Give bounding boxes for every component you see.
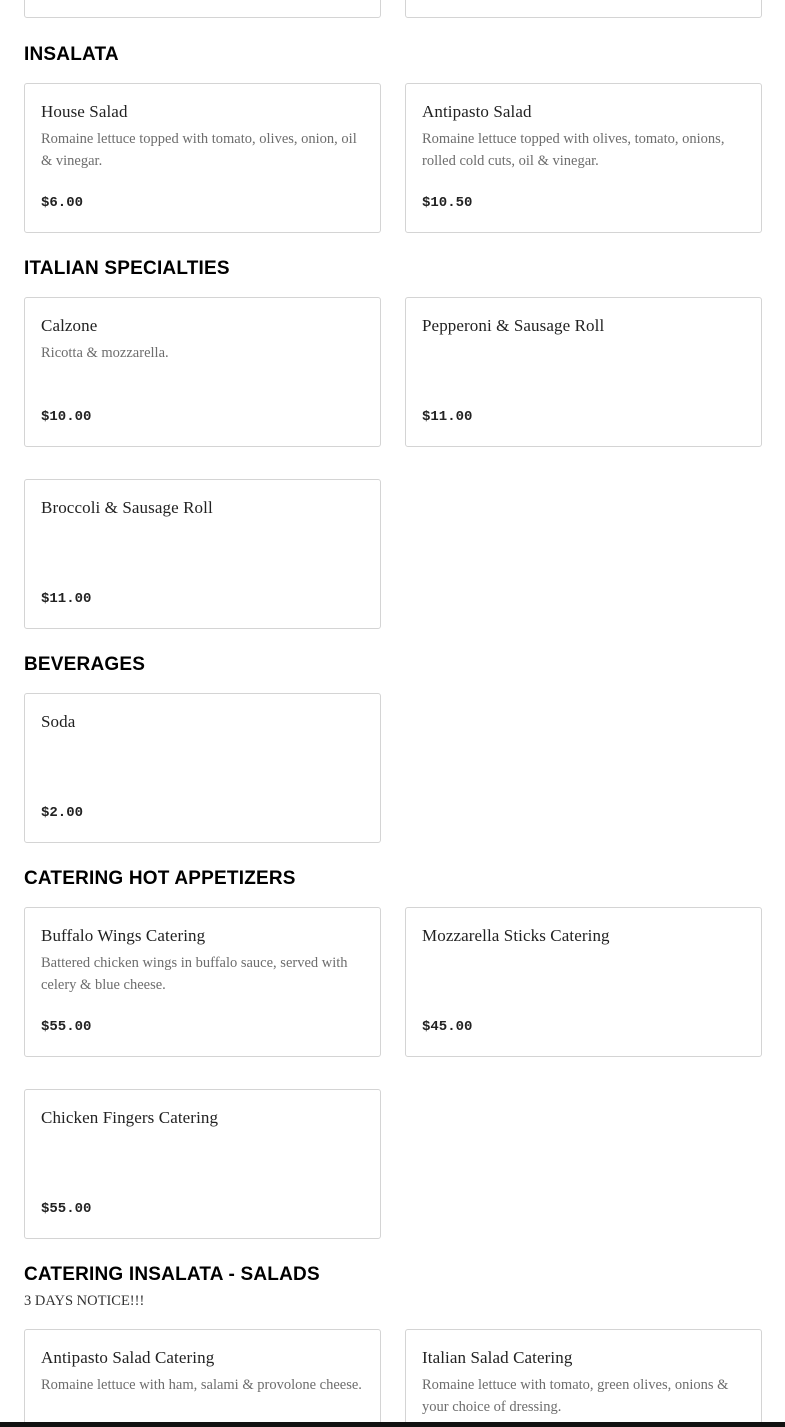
item-name: Mozzarella Sticks Catering [422, 926, 610, 945]
menu-item-broccoli-sausage-roll[interactable] [24, 479, 381, 629]
menu-item-buffalo-wings-catering[interactable] [24, 907, 381, 1057]
item-name: House Salad [41, 102, 128, 121]
item-description: Ricotta & mozzarella. [41, 345, 169, 361]
item-price: $6.00 [41, 195, 84, 211]
item-name: Chicken Fingers Catering [41, 1108, 219, 1127]
menu-item-pepperoni-sausage-roll[interactable] [405, 297, 762, 447]
item-price: $11.00 [422, 409, 473, 425]
menu-item-soda[interactable] [24, 693, 381, 843]
item-price: $10.50 [422, 195, 473, 211]
section-title-italian-specialties: ITALIAN SPECIALTIES [24, 258, 230, 279]
section-title-insalata: INSALATA [24, 44, 119, 65]
item-description: Romaine lettuce with tomato, green olives, onions & your choice of dressing. [422, 1377, 729, 1415]
section-title-catering-insalata: CATERING INSALATA - SALADS [24, 1264, 320, 1285]
menu-item-chicken-fingers-catering[interactable] [24, 1089, 381, 1239]
item-price: $55.00 [41, 1201, 92, 1217]
item-description: Romaine lettuce with ham, salami & provolone cheese. [41, 1377, 362, 1393]
item-description: Battered chicken wings in buffalo sauce, served with celery & blue cheese. [41, 955, 348, 993]
item-price: $45.00 [422, 1019, 473, 1035]
section-title-beverages: BEVERAGES [24, 654, 146, 675]
menu-item-card[interactable] [405, 0, 762, 18]
bottom-bar [0, 1422, 785, 1427]
menu-item-house-salad[interactable] [24, 83, 381, 233]
menu-item-mozzarella-sticks-catering[interactable] [405, 907, 762, 1057]
item-price: $55.00 [41, 1019, 92, 1035]
menu-item-italian-salad-catering[interactable] [405, 1329, 762, 1427]
menu-item-antipasto-salad[interactable] [405, 83, 762, 233]
section-title-catering-hot-appetizers: CATERING HOT APPETIZERS [24, 868, 296, 889]
item-name: Pepperoni & Sausage Roll [422, 316, 605, 335]
item-name: Antipasto Salad Catering [41, 1348, 215, 1367]
item-price: $2.00 [41, 805, 84, 821]
section-note: 3 DAYS NOTICE!!! [24, 1293, 145, 1309]
menu-item-antipasto-salad-catering[interactable] [24, 1329, 381, 1427]
item-price: $10.00 [41, 409, 92, 425]
item-name: Italian Salad Catering [422, 1348, 573, 1367]
item-name: Buffalo Wings Catering [41, 926, 206, 945]
item-description: Romaine lettuce topped with tomato, olives, onion, oil & vinegar. [41, 131, 357, 169]
item-name: Soda [41, 712, 76, 731]
item-name: Broccoli & Sausage Roll [41, 498, 213, 517]
menu-item-card[interactable] [24, 0, 381, 18]
item-price: $11.00 [41, 591, 92, 607]
item-description: Romaine lettuce topped with olives, tomato, onions, rolled cold cuts, oil & vinegar. [422, 131, 725, 169]
menu-item-calzone[interactable] [24, 297, 381, 447]
item-name: Calzone [41, 316, 98, 335]
item-name: Antipasto Salad [422, 102, 532, 121]
